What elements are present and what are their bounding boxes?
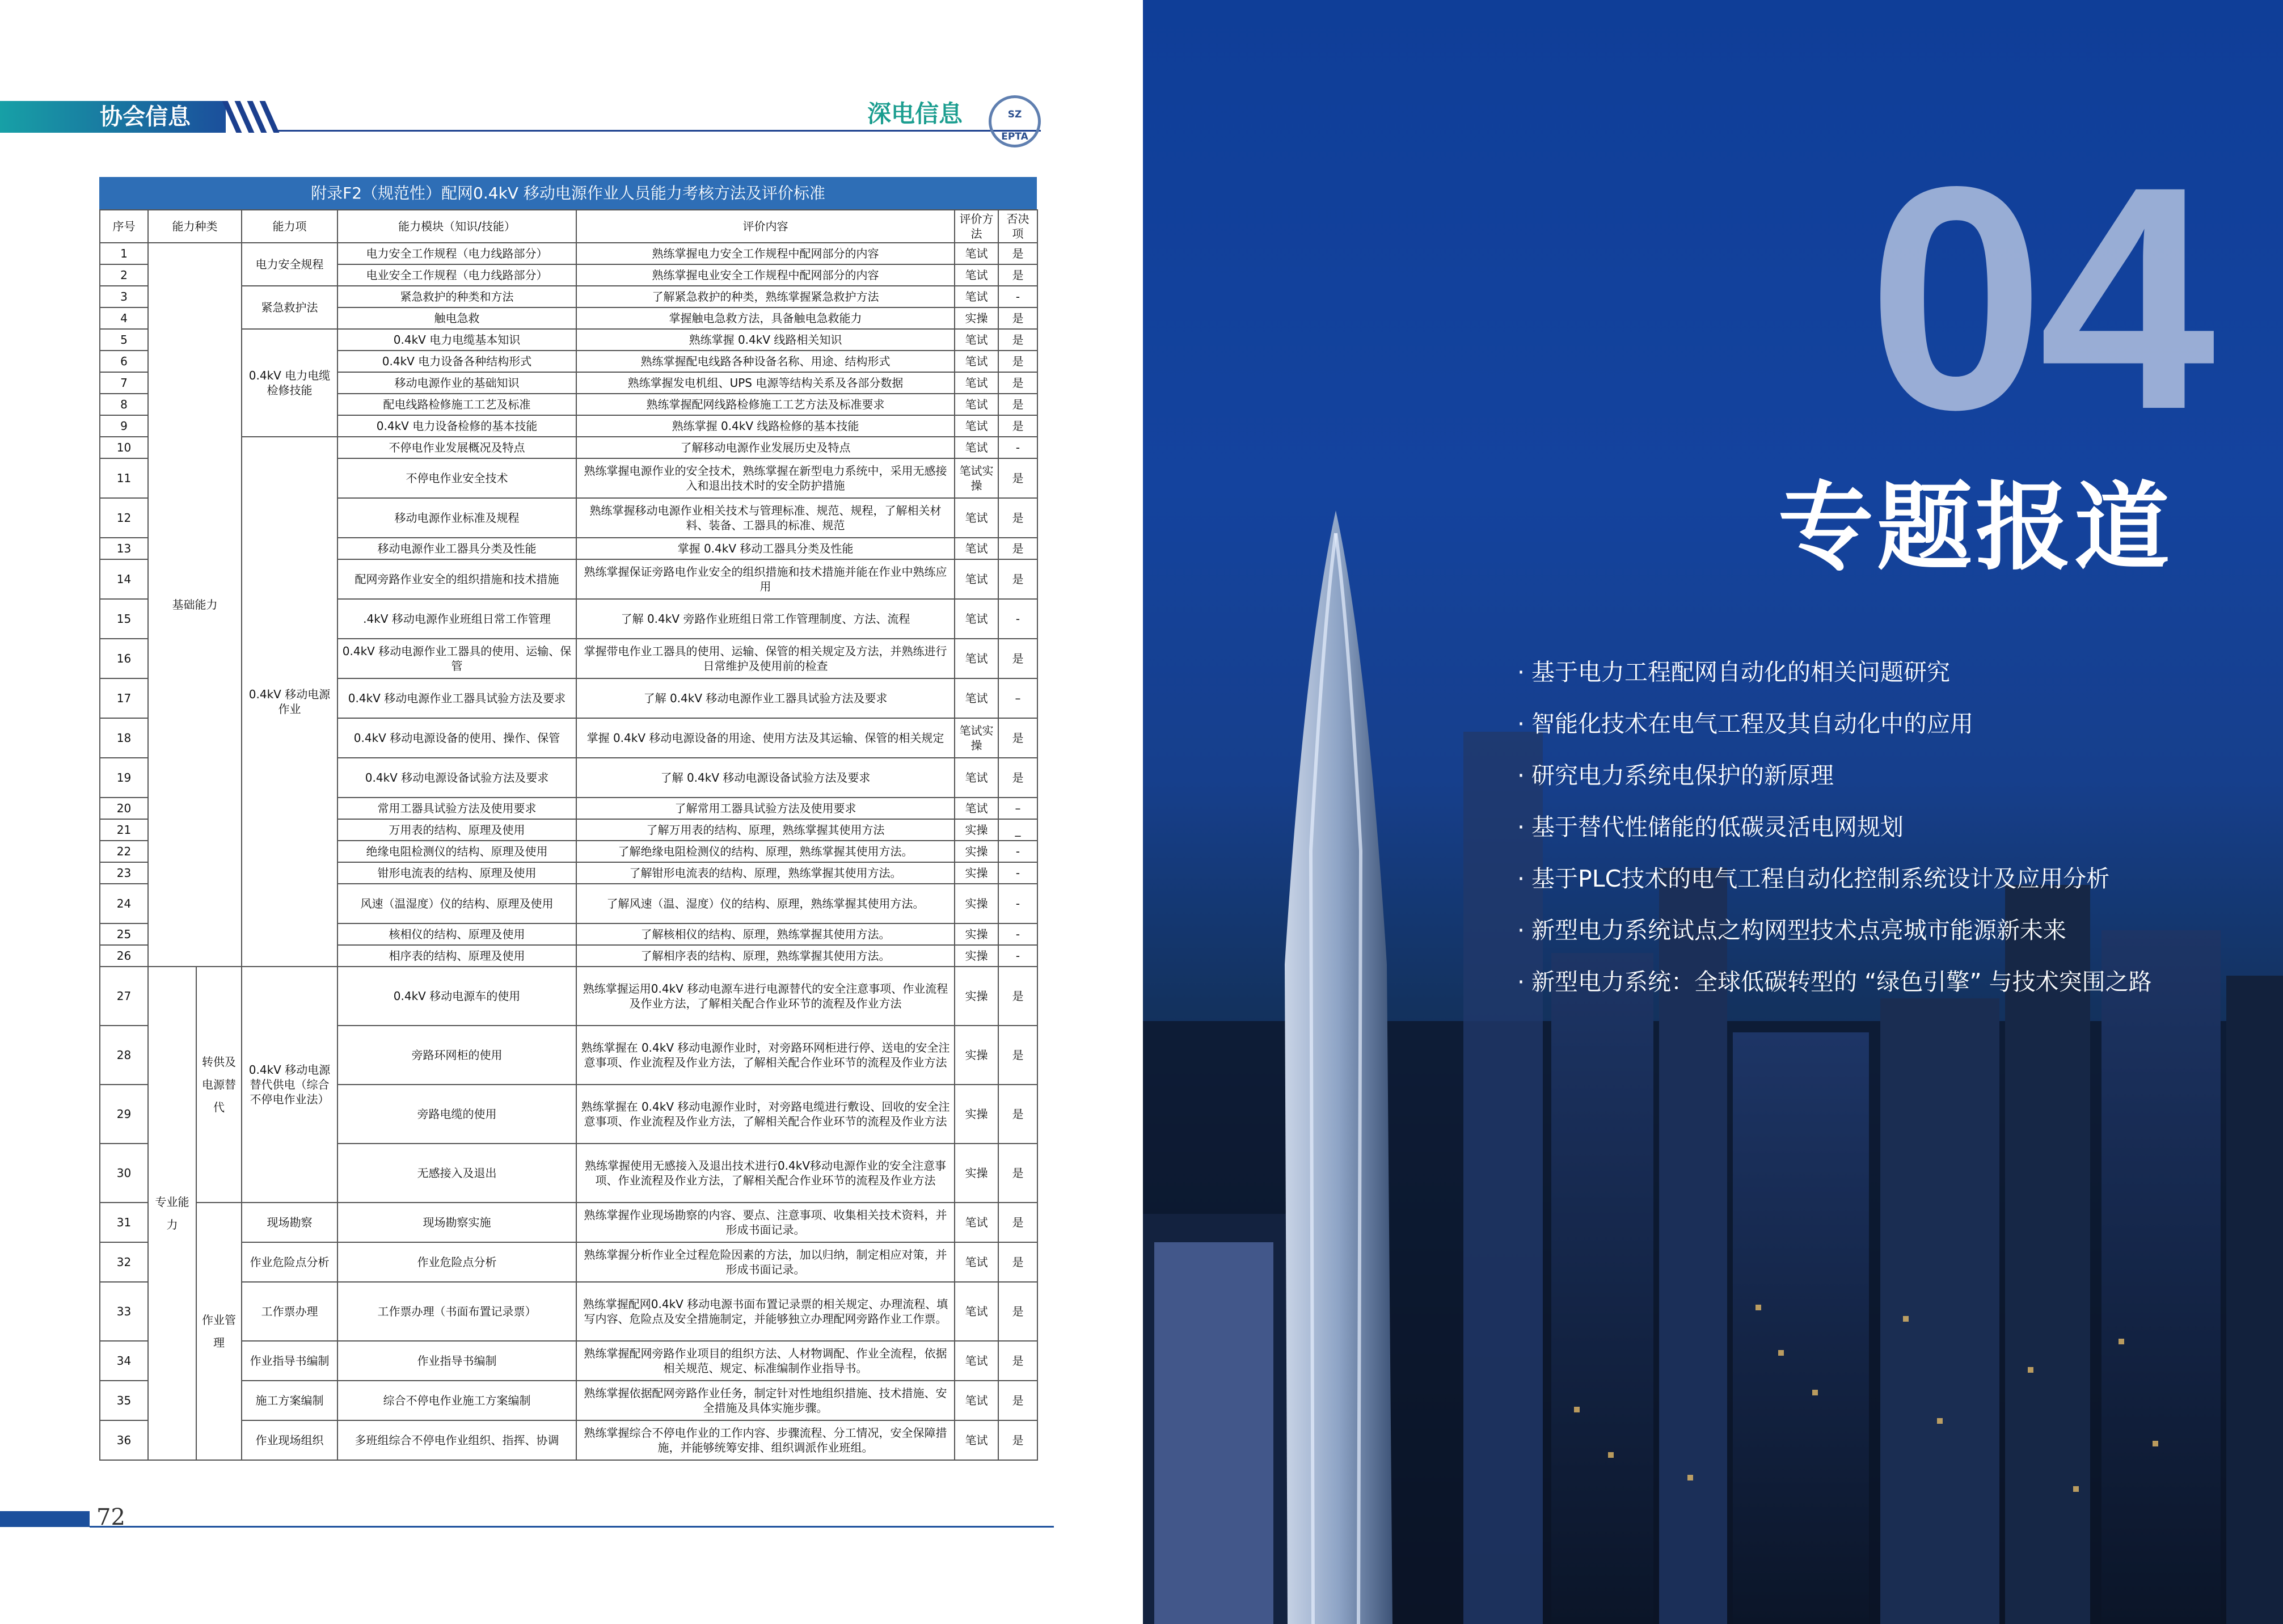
ability-module: .4kV 移动电源作业班组日常工作管理 — [337, 599, 576, 639]
col-header: 能力模块（知识/技能） — [337, 210, 576, 243]
veto-item: 是 — [998, 458, 1037, 498]
ability-module: 作业指导书编制 — [337, 1341, 576, 1381]
ability-subcategory: 转供及电源替代 — [196, 967, 242, 1203]
row-number: 17 — [100, 678, 148, 718]
ability-module: 配电线路检修施工工艺及标准 — [337, 394, 576, 415]
topic-label: 新型电力系统：全球低碳转型的 “绿色引擎” 与技术突围之路 — [1531, 968, 2152, 996]
ability-module: 风速（温湿度）仪的结构、原理及使用 — [337, 884, 576, 923]
veto-item: 是 — [998, 1381, 1037, 1420]
ability-item: 电力安全规程 — [242, 243, 337, 286]
ability-module: 移动电源作业的基础知识 — [337, 372, 576, 394]
evaluation-content: 熟练掌握运用0.4kV 移动电源车进行电源替代的安全注意事项、作业流程及作业方法，了解相关配合作业环节的流程及作业方法 — [576, 967, 955, 1026]
row-number: 3 — [100, 286, 148, 307]
evaluation-content: 熟练掌握作业现场勘察的内容、要点、注意事项、收集相关技术资料，并形成书面记录。 — [576, 1203, 955, 1242]
evaluation-content: 熟练掌握配网0.4kV 移动电源书面布置记录票的相关规定、办理流程、填写内容、危险点及安全措施制定，并能够独立办理配网旁路作业工作票。 — [576, 1282, 955, 1341]
row-number: 20 — [100, 798, 148, 819]
veto-item: - — [998, 923, 1037, 945]
veto-item: - — [998, 884, 1037, 923]
evaluation-method: 实操 — [955, 1144, 998, 1203]
row-number: 33 — [100, 1282, 148, 1341]
evaluation-content: 了解绝缘电阻检测仪的结构、原理，熟练掌握其使用方法。 — [576, 841, 955, 862]
veto-item: – — [998, 798, 1037, 819]
evaluation-method: 笔试 — [955, 798, 998, 819]
row-number: 32 — [100, 1242, 148, 1282]
evaluation-content: 熟练掌握在 0.4kV 移动电源作业时，对旁路环网柜进行停、送电的安全注意事项、作业流程及作业方法，了解相关配合作业环节的流程及作业方法 — [576, 1026, 955, 1085]
veto-item: 是 — [998, 372, 1037, 394]
col-header: 评价内容 — [576, 210, 955, 243]
evaluation-content: 熟练掌握电业安全工作规程中配网部分的内容 — [576, 264, 955, 286]
ability-item: 作业危险点分析 — [242, 1242, 337, 1282]
evaluation-content: 熟练掌握电源作业的安全技术，熟练掌握在新型电力系统中，采用无感接入和退出技术时的安全防护措施 — [576, 458, 955, 498]
ability-item: 施工方案编制 — [242, 1381, 337, 1420]
table-header-row — [100, 210, 1037, 243]
evaluation-method: 笔试 — [955, 415, 998, 437]
row-number: 12 — [100, 498, 148, 538]
row-number: 13 — [100, 538, 148, 559]
ability-item: 紧急救护法 — [242, 286, 337, 329]
bullet-icon: · — [1517, 762, 1525, 789]
evaluation-method: 实操 — [955, 862, 998, 884]
evaluation-content: 掌握带电作业工器具的使用、运输、保管的相关规定及方法，并熟练进行日常维护及使用前的检查 — [576, 639, 955, 678]
ability-module: 0.4kV 移动电源作业工器具试验方法及要求 — [337, 678, 576, 718]
evaluation-content: 熟练掌握 0.4kV 线路相关知识 — [576, 329, 955, 351]
evaluation-content: 了解核相仪的结构、原理，熟练掌握其使用方法。 — [576, 923, 955, 945]
veto-item: 是 — [998, 1085, 1037, 1144]
evaluation-method: 笔试 — [955, 1203, 998, 1242]
veto-item: - — [998, 841, 1037, 862]
header-stripes — [227, 101, 278, 133]
row-number: 28 — [100, 1026, 148, 1085]
evaluation-content: 熟练掌握在 0.4kV 移动电源作业时，对旁路电缆进行敷设、回收的安全注意事项、作业流程及作业方法，了解相关配合作业环节的流程及作业方法 — [576, 1085, 955, 1144]
ability-module: 钳形电流表的结构、原理及使用 — [337, 862, 576, 884]
topic-item[interactable] — [1517, 758, 2152, 810]
row-number: 15 — [100, 599, 148, 639]
bullet-icon: · — [1517, 865, 1525, 892]
ability-module: 0.4kV 移动电源作业工器具的使用、运输、保管 — [337, 639, 576, 678]
row-number: 19 — [100, 758, 148, 798]
row-number: 11 — [100, 458, 148, 498]
ability-subcategory: 作业管理 — [196, 1203, 242, 1460]
ability-module: 0.4kV 电力设备检修的基本技能 — [337, 415, 576, 437]
evaluation-method: 笔试 — [955, 1282, 998, 1341]
footer-bar — [0, 1511, 90, 1527]
col-header: 能力项 — [242, 210, 337, 243]
veto-item: 是 — [998, 718, 1037, 758]
topic-label: 基于PLC技术的电气工程自动化控制系统设计及应用分析 — [1531, 865, 2110, 892]
row-number: 2 — [100, 264, 148, 286]
section-header-left — [0, 101, 226, 133]
ability-module: 无感接入及退出 — [337, 1144, 576, 1203]
evaluation-content: 了解 0.4kV 移动电源作业工器具试验方法及要求 — [576, 678, 955, 718]
evaluation-method: 实操 — [955, 841, 998, 862]
topic-item[interactable] — [1517, 965, 2152, 1016]
veto-item: 是 — [998, 1026, 1037, 1085]
evaluation-content: 熟练掌握 0.4kV 线路检修的基本技能 — [576, 415, 955, 437]
row-number: 21 — [100, 819, 148, 841]
topic-item[interactable] — [1517, 862, 2152, 913]
evaluation-method: 笔试 — [955, 1242, 998, 1282]
ability-module: 作业危险点分析 — [337, 1242, 576, 1282]
topic-label: 新型电力系统试点之构网型技术点亮城市能源新未来 — [1531, 917, 2067, 944]
evaluation-content: 了解 0.4kV 移动电源设备试验方法及要求 — [576, 758, 955, 798]
bullet-icon: · — [1517, 968, 1525, 996]
col-header: 评价方法 — [955, 210, 998, 243]
ability-module: 万用表的结构、原理及使用 — [337, 819, 576, 841]
row-number: 5 — [100, 329, 148, 351]
veto-item: - — [998, 945, 1037, 967]
evaluation-content: 了解紧急救护的种类，熟练掌握紧急救护方法 — [576, 286, 955, 307]
evaluation-method: 笔试 — [955, 329, 998, 351]
row-number: 35 — [100, 1381, 148, 1420]
section-number: 04 — [1868, 120, 2210, 475]
table-row — [100, 967, 1037, 1026]
row-number: 26 — [100, 945, 148, 967]
topic-item[interactable] — [1517, 913, 2152, 965]
row-number: 6 — [100, 351, 148, 372]
bullet-icon: · — [1517, 710, 1525, 737]
ability-module: 移动电源作业工器具分类及性能 — [337, 538, 576, 559]
ability-module: 绝缘电阻检测仪的结构、原理及使用 — [337, 841, 576, 862]
table-caption: 附录F2（规范性）配网0.4kV 移动电源作业人员能力考核方法及评价标准 — [99, 177, 1037, 209]
ability-category: 基础能力 — [148, 243, 242, 967]
ability-item: 作业指导书编制 — [242, 1341, 337, 1381]
evaluation-content: 了解移动电源作业发展历史及特点 — [576, 437, 955, 458]
evaluation-method: 笔试 — [955, 351, 998, 372]
veto-item: 是 — [998, 967, 1037, 1026]
evaluation-content: 了解 0.4kV 旁路作业班组日常工作管理制度、方法、流程 — [576, 599, 955, 639]
ability-module: 0.4kV 移动电源设备试验方法及要求 — [337, 758, 576, 798]
veto-item: 是 — [998, 1242, 1037, 1282]
evaluation-method: 笔试 — [955, 1381, 998, 1420]
evaluation-content: 熟练掌握发电机组、UPS 电源等结构关系及各部分数据 — [576, 372, 955, 394]
veto-item: 是 — [998, 1341, 1037, 1381]
evaluation-method: 笔试 — [955, 599, 998, 639]
evaluation-content: 了解风速（温、湿度）仪的结构、原理，熟练掌握其使用方法。 — [576, 884, 955, 923]
row-number: 24 — [100, 884, 148, 923]
evaluation-method: 笔试 — [955, 639, 998, 678]
topic-item[interactable] — [1517, 655, 2152, 707]
evaluation-content: 熟练掌握配网旁路作业项目的组织方法、人材物调配、作业全流程，依据相关规范、规定、标准编制作业指导书。 — [576, 1341, 955, 1381]
right-page — [1143, 0, 2283, 1624]
evaluation-content: 熟练掌握移动电源作业相关技术与管理标准、规范、规程，了解相关材料、装备、工器具的标准、规范 — [576, 498, 955, 538]
evaluation-method: 笔试 — [955, 559, 998, 599]
evaluation-content: 了解常用工器具试验方法及使用要求 — [576, 798, 955, 819]
veto-item: 是 — [998, 498, 1037, 538]
header-rule — [278, 130, 1041, 132]
ability-item: 作业现场组织 — [242, 1420, 337, 1460]
ability-module: 0.4kV 电力设备各种结构形式 — [337, 351, 576, 372]
veto-item: – — [998, 678, 1037, 718]
evaluation-method: 实操 — [955, 1085, 998, 1144]
ability-item: 0.4kV 移动电源作业 — [242, 437, 337, 967]
evaluation-content: 熟练掌握保证旁路电作业安全的组织措施和技术措施并能在作业中熟练应用 — [576, 559, 955, 599]
evaluation-method: 实操 — [955, 1026, 998, 1085]
evaluation-method: 笔试 — [955, 286, 998, 307]
ability-module: 0.4kV 移动电源设备的使用、操作、保管 — [337, 718, 576, 758]
evaluation-content: 掌握 0.4kV 移动电源设备的用途、使用方法及其运输、保管的相关规定 — [576, 718, 955, 758]
evaluation-method: 笔试 — [955, 243, 998, 264]
row-number: 18 — [100, 718, 148, 758]
epta-logo-icon: SZ EPTA — [989, 95, 1041, 147]
evaluation-content: 了解万用表的结构、原理，熟练掌握其使用方法 — [576, 819, 955, 841]
table-row — [100, 1203, 1037, 1242]
topic-item[interactable] — [1517, 707, 2152, 758]
row-number: 14 — [100, 559, 148, 599]
ability-module: 移动电源作业标准及规程 — [337, 498, 576, 538]
ability-module: 电力安全工作规程（电力线路部分） — [337, 243, 576, 264]
topic-label: 智能化技术在电气工程及其自动化中的应用 — [1531, 710, 1974, 737]
evaluation-method: 笔试 — [955, 758, 998, 798]
col-header: 否决项 — [998, 210, 1037, 243]
col-header: 序号 — [100, 210, 148, 243]
evaluation-method: 实操 — [955, 945, 998, 967]
evaluation-content: 熟练掌握配网线路检修施工工艺方法及标准要求 — [576, 394, 955, 415]
assessment-table — [99, 177, 1037, 1461]
ability-module: 工作票办理（书面布置记录票） — [337, 1282, 576, 1341]
evaluation-content: 熟练掌握分析作业全过程危险因素的方法，加以归纳，制定相应对策，并形成书面记录。 — [576, 1242, 955, 1282]
evaluation-content: 掌握 0.4kV 移动工器具分类及性能 — [576, 538, 955, 559]
evaluation-method: 实操 — [955, 884, 998, 923]
ability-module: 旁路电缆的使用 — [337, 1085, 576, 1144]
veto-item: 是 — [998, 351, 1037, 372]
bullet-icon: · — [1517, 813, 1525, 841]
row-number: 31 — [100, 1203, 148, 1242]
ability-category: 专业能力 — [148, 967, 196, 1460]
veto-item: _ — [998, 819, 1037, 841]
evaluation-method: 实操 — [955, 923, 998, 945]
veto-item: 是 — [998, 639, 1037, 678]
veto-item: 是 — [998, 415, 1037, 437]
evaluation-content: 熟练掌握电力安全工作规程中配网部分的内容 — [576, 243, 955, 264]
ability-module: 紧急救护的种类和方法 — [337, 286, 576, 307]
evaluation-method: 笔试 — [955, 372, 998, 394]
ability-module: 相序表的结构、原理及使用 — [337, 945, 576, 967]
evaluation-content: 了解钳形电流表的结构、原理，熟练掌握其使用方法。 — [576, 862, 955, 884]
veto-item: 是 — [998, 538, 1037, 559]
row-number: 34 — [100, 1341, 148, 1381]
ability-module: 旁路环网柜的使用 — [337, 1026, 576, 1085]
topic-item[interactable] — [1517, 810, 2152, 862]
veto-item: 是 — [998, 758, 1037, 798]
veto-item: 是 — [998, 329, 1037, 351]
row-number: 4 — [100, 307, 148, 329]
evaluation-method: 实操 — [955, 967, 998, 1026]
row-number: 9 — [100, 415, 148, 437]
evaluation-method: 笔试实操 — [955, 718, 998, 758]
veto-item: 是 — [998, 1203, 1037, 1242]
ability-module: 综合不停电作业施工方案编制 — [337, 1381, 576, 1420]
evaluation-method: 笔试 — [955, 437, 998, 458]
ability-module: 核相仪的结构、原理及使用 — [337, 923, 576, 945]
evaluation-method: 笔试 — [955, 394, 998, 415]
evaluation-method: 笔试 — [955, 1420, 998, 1460]
veto-item: - — [998, 437, 1037, 458]
ability-module: 常用工器具试验方法及使用要求 — [337, 798, 576, 819]
ability-module: 多班组综合不停电作业组织、指挥、协调 — [337, 1420, 576, 1460]
evaluation-content: 熟练掌握配电线路各种设备名称、用途、结构形式 — [576, 351, 955, 372]
row-number: 25 — [100, 923, 148, 945]
topic-label: 基于电力工程配网自动化的相关问题研究 — [1531, 659, 1951, 686]
veto-item: 是 — [998, 307, 1037, 329]
row-number: 30 — [100, 1144, 148, 1203]
row-number: 36 — [100, 1420, 148, 1460]
row-number: 22 — [100, 841, 148, 862]
bullet-icon: · — [1517, 917, 1525, 944]
evaluation-content: 熟练掌握使用无感接入及退出技术进行0.4kV移动电源作业的安全注意事项、作业流程及作业方法，了解相关配合作业环节的流程及作业方法 — [576, 1144, 955, 1203]
row-number: 16 — [100, 639, 148, 678]
ability-module: 0.4kV 移动电源车的使用 — [337, 967, 576, 1026]
evaluation-content: 熟练掌握综合不停电作业的工作内容、步骤流程、分工情况，安全保障措施，并能够统筹安排、组织调派作业班组。 — [576, 1420, 955, 1460]
section-title: 专题报道 — [1778, 472, 2173, 583]
veto-item: - — [998, 599, 1037, 639]
evaluation-method: 笔试 — [955, 498, 998, 538]
bullet-icon: · — [1517, 659, 1525, 686]
row-number: 10 — [100, 437, 148, 458]
shendian-info-title: 深电信息 — [867, 100, 963, 128]
ability-module: 触电急救 — [337, 307, 576, 329]
veto-item: 是 — [998, 1282, 1037, 1341]
col-header: 能力种类 — [148, 210, 242, 243]
evaluation-method: 笔试 — [955, 678, 998, 718]
ability-module: 不停电作业安全技术 — [337, 458, 576, 498]
evaluation-content: 了解相序表的结构、原理，熟练掌握其使用方法。 — [576, 945, 955, 967]
ability-item: 0.4kV 电力电缆检修技能 — [242, 329, 337, 437]
veto-item: 是 — [998, 243, 1037, 264]
topic-label: 研究电力系统电保护的新原理 — [1531, 762, 1834, 789]
veto-item: 是 — [998, 1144, 1037, 1203]
row-number: 1 — [100, 243, 148, 264]
evaluation-method: 笔试 — [955, 1341, 998, 1381]
evaluation-method: 笔试实操 — [955, 458, 998, 498]
ability-module: 现场勘察实施 — [337, 1203, 576, 1242]
ability-module: 配网旁路作业安全的组织措施和技术措施 — [337, 559, 576, 599]
evaluation-method: 实操 — [955, 307, 998, 329]
evaluation-method: 笔试 — [955, 264, 998, 286]
row-number: 27 — [100, 967, 148, 1026]
evaluation-content: 掌握触电急救方法，具备触电急救能力 — [576, 307, 955, 329]
evaluation-method: 笔试 — [955, 538, 998, 559]
association-info-title: 协会信息 — [100, 104, 191, 130]
topic-label: 基于替代性储能的低碳灵活电网规划 — [1531, 813, 1904, 841]
row-number: 7 — [100, 372, 148, 394]
row-number: 29 — [100, 1085, 148, 1144]
ability-module: 不停电作业发展概况及特点 — [337, 437, 576, 458]
veto-item: 是 — [998, 559, 1037, 599]
row-number: 8 — [100, 394, 148, 415]
evaluation-content: 熟练掌握依据配网旁路作业任务，制定针对性地组织措施、技术措施、安全措施及具体实施步骤。 — [576, 1381, 955, 1420]
ability-module: 0.4kV 电力电缆基本知识 — [337, 329, 576, 351]
veto-item: 是 — [998, 1420, 1037, 1460]
veto-item: 是 — [998, 264, 1037, 286]
ability-item: 现场勘察 — [242, 1203, 337, 1242]
footer-rule — [90, 1526, 1054, 1528]
veto-item: 是 — [998, 394, 1037, 415]
table-row — [100, 243, 1037, 264]
topic-list — [1517, 655, 2152, 1016]
page-number: 72 — [96, 1504, 125, 1530]
evaluation-method: 实操 — [955, 819, 998, 841]
veto-item: - — [998, 286, 1037, 307]
ability-item: 0.4kV 移动电源替代供电（综合不停电作业法） — [242, 967, 337, 1203]
row-number: 23 — [100, 862, 148, 884]
veto-item: - — [998, 862, 1037, 884]
ability-module: 电业安全工作规程（电力线路部分） — [337, 264, 576, 286]
ability-item: 工作票办理 — [242, 1282, 337, 1341]
